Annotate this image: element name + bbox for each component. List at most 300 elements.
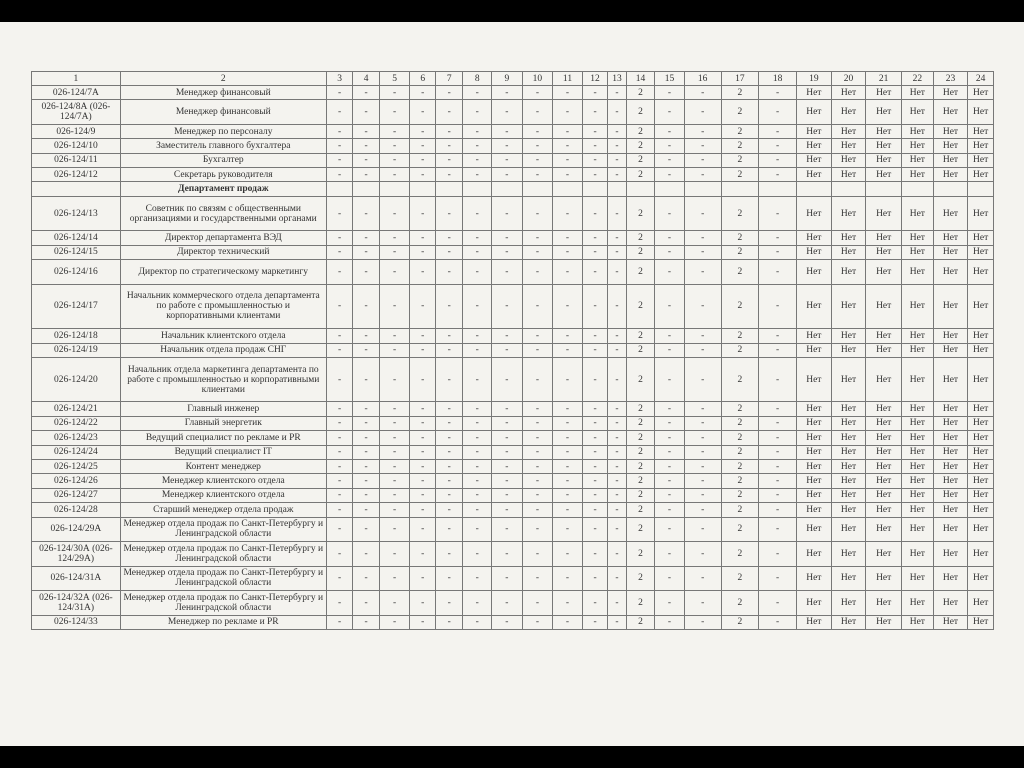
value-cell: - <box>608 124 626 138</box>
code-cell: 026-124/21 <box>32 402 121 416</box>
code-cell: 026-124/19 <box>32 343 121 357</box>
value-cell: - <box>492 284 523 329</box>
value-cell: - <box>353 445 380 459</box>
value-cell: - <box>326 260 353 285</box>
header-cell: 7 <box>435 72 463 86</box>
header-cell: 24 <box>968 72 994 86</box>
value-cell: - <box>522 503 553 517</box>
header-cell: 12 <box>582 72 608 86</box>
value-cell: Нет <box>968 284 994 329</box>
value-cell: - <box>326 566 353 591</box>
code-cell: 026-124/16 <box>32 260 121 285</box>
value-cell: - <box>608 260 626 285</box>
value-cell: Нет <box>902 445 934 459</box>
value-cell: 2 <box>721 231 759 245</box>
value-cell: - <box>684 284 721 329</box>
value-cell: - <box>379 124 410 138</box>
value-cell: - <box>435 566 463 591</box>
value-cell: - <box>379 86 410 100</box>
value-cell: - <box>553 416 583 430</box>
value-cell: 2 <box>721 329 759 343</box>
value-cell: - <box>326 431 353 445</box>
value-cell: 2 <box>721 357 759 402</box>
value-cell: - <box>582 153 608 167</box>
value-cell: - <box>435 488 463 502</box>
value-cell: Нет <box>796 168 831 182</box>
value-cell: - <box>553 343 583 357</box>
value-cell: - <box>463 260 492 285</box>
value-cell: - <box>410 459 436 473</box>
position-cell: Заместитель главного бухгалтера <box>120 139 326 153</box>
value-cell: - <box>608 474 626 488</box>
value-cell: - <box>410 503 436 517</box>
value-cell: - <box>582 431 608 445</box>
position-cell: Менеджер финансовый <box>120 100 326 125</box>
code-cell: 026-124/26 <box>32 474 121 488</box>
value-cell: - <box>608 357 626 402</box>
value-cell: 2 <box>721 86 759 100</box>
value-cell: Нет <box>831 139 866 153</box>
value-cell: - <box>608 153 626 167</box>
value-cell: Нет <box>902 517 934 542</box>
value-cell: - <box>410 329 436 343</box>
value-cell: - <box>522 591 553 616</box>
value-cell: - <box>492 503 523 517</box>
value-cell: - <box>492 86 523 100</box>
value-cell: - <box>410 402 436 416</box>
value-cell <box>968 182 994 196</box>
value-cell: - <box>522 168 553 182</box>
value-cell: 2 <box>721 474 759 488</box>
value-cell: - <box>492 196 523 231</box>
value-cell: - <box>326 459 353 473</box>
value-cell: Нет <box>831 474 866 488</box>
value-cell: - <box>410 542 436 567</box>
value-cell: Нет <box>866 124 902 138</box>
value-cell: - <box>759 503 797 517</box>
position-cell: Менеджер финансовый <box>120 86 326 100</box>
table-row <box>32 196 994 231</box>
value-cell: - <box>759 459 797 473</box>
value-cell <box>866 182 902 196</box>
code-cell: 026-124/32А (026-124/31А) <box>32 591 121 616</box>
value-cell: 2 <box>626 196 655 231</box>
code-cell: 026-124/9 <box>32 124 121 138</box>
value-cell: - <box>379 245 410 259</box>
scanned-page <box>0 22 1024 746</box>
value-cell <box>522 182 553 196</box>
value-cell: 2 <box>721 245 759 259</box>
value-cell: 2 <box>721 459 759 473</box>
value-cell: - <box>655 139 685 153</box>
value-cell: Нет <box>902 615 934 629</box>
value-cell: - <box>655 245 685 259</box>
value-cell: Нет <box>796 124 831 138</box>
value-cell: Нет <box>796 245 831 259</box>
value-cell: - <box>582 168 608 182</box>
value-cell: - <box>522 542 553 567</box>
value-cell: Нет <box>933 474 968 488</box>
code-cell: 026-124/23 <box>32 431 121 445</box>
value-cell: - <box>326 196 353 231</box>
value-cell: - <box>410 231 436 245</box>
code-cell: 026-124/8А (026-124/7А) <box>32 100 121 125</box>
value-cell: Нет <box>933 139 968 153</box>
value-cell <box>626 182 655 196</box>
value-cell: - <box>463 86 492 100</box>
value-cell: - <box>684 343 721 357</box>
value-cell: 2 <box>626 231 655 245</box>
value-cell: Нет <box>831 459 866 473</box>
value-cell: Нет <box>866 416 902 430</box>
header-row <box>32 72 994 86</box>
value-cell: 2 <box>721 542 759 567</box>
value-cell: - <box>655 542 685 567</box>
value-cell: - <box>759 168 797 182</box>
value-cell: Нет <box>933 168 968 182</box>
value-cell: Нет <box>796 329 831 343</box>
value-cell: - <box>655 566 685 591</box>
value-cell: - <box>463 591 492 616</box>
value-cell: - <box>522 86 553 100</box>
value-cell: - <box>684 245 721 259</box>
value-cell: - <box>353 357 380 402</box>
position-cell: Секретарь руководителя <box>120 168 326 182</box>
value-cell: - <box>759 615 797 629</box>
value-cell: - <box>553 153 583 167</box>
value-cell: Нет <box>866 284 902 329</box>
value-cell: - <box>492 615 523 629</box>
value-cell: - <box>655 153 685 167</box>
value-cell: - <box>684 329 721 343</box>
value-cell: 2 <box>626 474 655 488</box>
value-cell: - <box>492 139 523 153</box>
value-cell: - <box>435 542 463 567</box>
value-cell: - <box>492 260 523 285</box>
code-cell: 026-124/27 <box>32 488 121 502</box>
table-row <box>32 402 994 416</box>
value-cell: - <box>379 503 410 517</box>
value-cell: - <box>326 416 353 430</box>
value-cell: - <box>522 329 553 343</box>
value-cell: - <box>553 474 583 488</box>
code-cell: 026-124/22 <box>32 416 121 430</box>
table-row <box>32 168 994 182</box>
position-cell: Менеджер по персоналу <box>120 124 326 138</box>
header-cell: 2 <box>120 72 326 86</box>
value-cell: - <box>410 245 436 259</box>
value-cell: 2 <box>626 566 655 591</box>
value-cell: - <box>463 416 492 430</box>
value-cell: 2 <box>721 416 759 430</box>
value-cell: - <box>353 474 380 488</box>
value-cell: - <box>435 431 463 445</box>
value-cell: - <box>684 566 721 591</box>
code-cell: 026-124/11 <box>32 153 121 167</box>
value-cell: - <box>684 260 721 285</box>
value-cell: Нет <box>968 445 994 459</box>
value-cell: 2 <box>626 100 655 125</box>
value-cell: - <box>492 445 523 459</box>
value-cell: Нет <box>902 416 934 430</box>
code-cell: 026-124/10 <box>32 139 121 153</box>
value-cell: - <box>582 503 608 517</box>
value-cell: - <box>326 329 353 343</box>
value-cell: Нет <box>968 86 994 100</box>
value-cell: - <box>492 343 523 357</box>
value-cell: Нет <box>933 343 968 357</box>
value-cell: - <box>759 343 797 357</box>
value-cell: - <box>492 488 523 502</box>
value-cell: Нет <box>933 124 968 138</box>
value-cell <box>796 182 831 196</box>
value-cell: - <box>655 231 685 245</box>
value-cell: 2 <box>626 431 655 445</box>
value-cell: - <box>582 139 608 153</box>
value-cell: Нет <box>968 517 994 542</box>
value-cell: - <box>553 566 583 591</box>
value-cell: Нет <box>902 357 934 402</box>
value-cell: 2 <box>721 566 759 591</box>
value-cell: Нет <box>831 517 866 542</box>
code-cell: 026-124/12 <box>32 168 121 182</box>
position-cell: Начальник клиентского отдела <box>120 329 326 343</box>
value-cell: Нет <box>796 566 831 591</box>
value-cell: - <box>435 357 463 402</box>
value-cell: Нет <box>933 459 968 473</box>
value-cell: - <box>435 124 463 138</box>
value-cell: 2 <box>721 343 759 357</box>
value-cell: - <box>608 566 626 591</box>
value-cell: - <box>684 445 721 459</box>
value-cell: - <box>410 196 436 231</box>
value-cell: Нет <box>968 100 994 125</box>
value-cell: - <box>522 445 553 459</box>
table-row <box>32 100 994 125</box>
value-cell: - <box>353 86 380 100</box>
value-cell: 2 <box>626 139 655 153</box>
value-cell: Нет <box>968 124 994 138</box>
value-cell: - <box>522 100 553 125</box>
table-row <box>32 591 994 616</box>
position-cell: Ведущий специалист по рекламе и PR <box>120 431 326 445</box>
value-cell: Нет <box>902 431 934 445</box>
position-cell: Начальник отдела продаж СНГ <box>120 343 326 357</box>
value-cell: - <box>410 445 436 459</box>
value-cell: Нет <box>866 86 902 100</box>
value-cell: 2 <box>721 100 759 125</box>
value-cell: Нет <box>866 459 902 473</box>
value-cell: - <box>353 615 380 629</box>
value-cell: - <box>492 459 523 473</box>
value-cell: 2 <box>721 431 759 445</box>
value-cell: Нет <box>866 615 902 629</box>
value-cell: Нет <box>933 329 968 343</box>
value-cell: Нет <box>796 196 831 231</box>
value-cell <box>553 182 583 196</box>
value-cell: - <box>353 517 380 542</box>
value-cell: - <box>379 260 410 285</box>
value-cell: 2 <box>626 284 655 329</box>
value-cell: - <box>353 542 380 567</box>
value-cell: - <box>553 100 583 125</box>
value-cell: Нет <box>796 402 831 416</box>
value-cell: Нет <box>968 357 994 402</box>
table-row <box>32 284 994 329</box>
value-cell: Нет <box>796 474 831 488</box>
value-cell: - <box>522 124 553 138</box>
value-cell: Нет <box>933 503 968 517</box>
table-row <box>32 153 994 167</box>
value-cell: - <box>553 591 583 616</box>
value-cell: - <box>492 245 523 259</box>
value-cell: Нет <box>968 488 994 502</box>
table-body <box>32 86 994 630</box>
value-cell: - <box>410 431 436 445</box>
value-cell: - <box>353 402 380 416</box>
table-row <box>32 260 994 285</box>
value-cell: Нет <box>796 517 831 542</box>
value-cell: - <box>608 402 626 416</box>
value-cell: - <box>435 100 463 125</box>
value-cell: Нет <box>933 86 968 100</box>
value-cell: - <box>463 124 492 138</box>
table-row <box>32 542 994 567</box>
value-cell: Нет <box>933 231 968 245</box>
value-cell: - <box>522 431 553 445</box>
value-cell: - <box>553 168 583 182</box>
position-cell: Директор технический <box>120 245 326 259</box>
value-cell: Нет <box>902 488 934 502</box>
value-cell: - <box>410 566 436 591</box>
value-cell: - <box>759 474 797 488</box>
value-cell: 2 <box>626 615 655 629</box>
table-row <box>32 139 994 153</box>
position-cell: Менеджер отдела продаж по Санкт-Петербургу и Ленинградской области <box>120 517 326 542</box>
value-cell: - <box>553 517 583 542</box>
value-cell: Нет <box>968 153 994 167</box>
value-cell: Нет <box>796 503 831 517</box>
value-cell: Нет <box>968 591 994 616</box>
value-cell: - <box>379 591 410 616</box>
value-cell: Нет <box>902 245 934 259</box>
value-cell: - <box>582 402 608 416</box>
value-cell: - <box>410 517 436 542</box>
table-row <box>32 86 994 100</box>
header-cell: 1 <box>32 72 121 86</box>
value-cell: - <box>608 503 626 517</box>
value-cell: - <box>410 168 436 182</box>
value-cell: - <box>379 488 410 502</box>
value-cell: - <box>379 284 410 329</box>
value-cell: - <box>379 343 410 357</box>
value-cell: Нет <box>866 196 902 231</box>
value-cell: Нет <box>866 100 902 125</box>
value-cell: Нет <box>831 503 866 517</box>
code-cell: 026-124/25 <box>32 459 121 473</box>
value-cell: - <box>379 153 410 167</box>
value-cell: Нет <box>831 488 866 502</box>
value-cell: - <box>553 260 583 285</box>
value-cell: - <box>435 445 463 459</box>
table-header <box>32 72 994 86</box>
value-cell: - <box>759 445 797 459</box>
code-cell: 026-124/7А <box>32 86 121 100</box>
value-cell: - <box>684 153 721 167</box>
value-cell: - <box>608 100 626 125</box>
code-cell: 026-124/17 <box>32 284 121 329</box>
value-cell: - <box>655 357 685 402</box>
value-cell: - <box>608 139 626 153</box>
value-cell: - <box>684 591 721 616</box>
value-cell: Нет <box>902 542 934 567</box>
value-cell <box>684 182 721 196</box>
value-cell: - <box>582 343 608 357</box>
value-cell: Нет <box>902 474 934 488</box>
value-cell: - <box>326 445 353 459</box>
header-cell: 14 <box>626 72 655 86</box>
value-cell: Нет <box>796 459 831 473</box>
table-row <box>32 357 994 402</box>
value-cell: - <box>353 329 380 343</box>
value-cell: Нет <box>933 445 968 459</box>
value-cell: Нет <box>933 566 968 591</box>
code-cell <box>32 182 121 196</box>
value-cell: - <box>608 343 626 357</box>
value-cell: Нет <box>796 615 831 629</box>
value-cell: - <box>684 488 721 502</box>
value-cell: - <box>608 231 626 245</box>
header-cell: 23 <box>933 72 968 86</box>
position-cell: Директор департамента ВЭД <box>120 231 326 245</box>
position-cell: Менеджер клиентского отдела <box>120 488 326 502</box>
value-cell: 2 <box>626 503 655 517</box>
code-cell: 026-124/30А (026-124/29А) <box>32 542 121 567</box>
header-cell: 10 <box>522 72 553 86</box>
value-cell: Нет <box>866 139 902 153</box>
value-cell: - <box>553 459 583 473</box>
value-cell <box>831 182 866 196</box>
value-cell: - <box>522 357 553 402</box>
value-cell: - <box>608 459 626 473</box>
value-cell: 2 <box>626 329 655 343</box>
value-cell: - <box>379 517 410 542</box>
code-cell: 026-124/15 <box>32 245 121 259</box>
value-cell: - <box>655 402 685 416</box>
value-cell: Нет <box>831 357 866 402</box>
value-cell: - <box>608 615 626 629</box>
value-cell: Нет <box>831 168 866 182</box>
value-cell: - <box>353 260 380 285</box>
value-cell: 2 <box>721 402 759 416</box>
value-cell: - <box>608 445 626 459</box>
value-cell: 2 <box>626 124 655 138</box>
value-cell: - <box>463 231 492 245</box>
value-cell: - <box>759 402 797 416</box>
value-cell: - <box>492 100 523 125</box>
value-cell: 2 <box>721 517 759 542</box>
value-cell: - <box>608 591 626 616</box>
value-cell: Нет <box>831 231 866 245</box>
value-cell: 2 <box>626 591 655 616</box>
value-cell: - <box>655 615 685 629</box>
value-cell: Нет <box>866 329 902 343</box>
value-cell: Нет <box>933 488 968 502</box>
value-cell: Нет <box>831 196 866 231</box>
value-cell: Нет <box>866 343 902 357</box>
value-cell <box>353 182 380 196</box>
position-cell: Менеджер отдела продаж по Санкт-Петербургу и Ленинградской области <box>120 591 326 616</box>
